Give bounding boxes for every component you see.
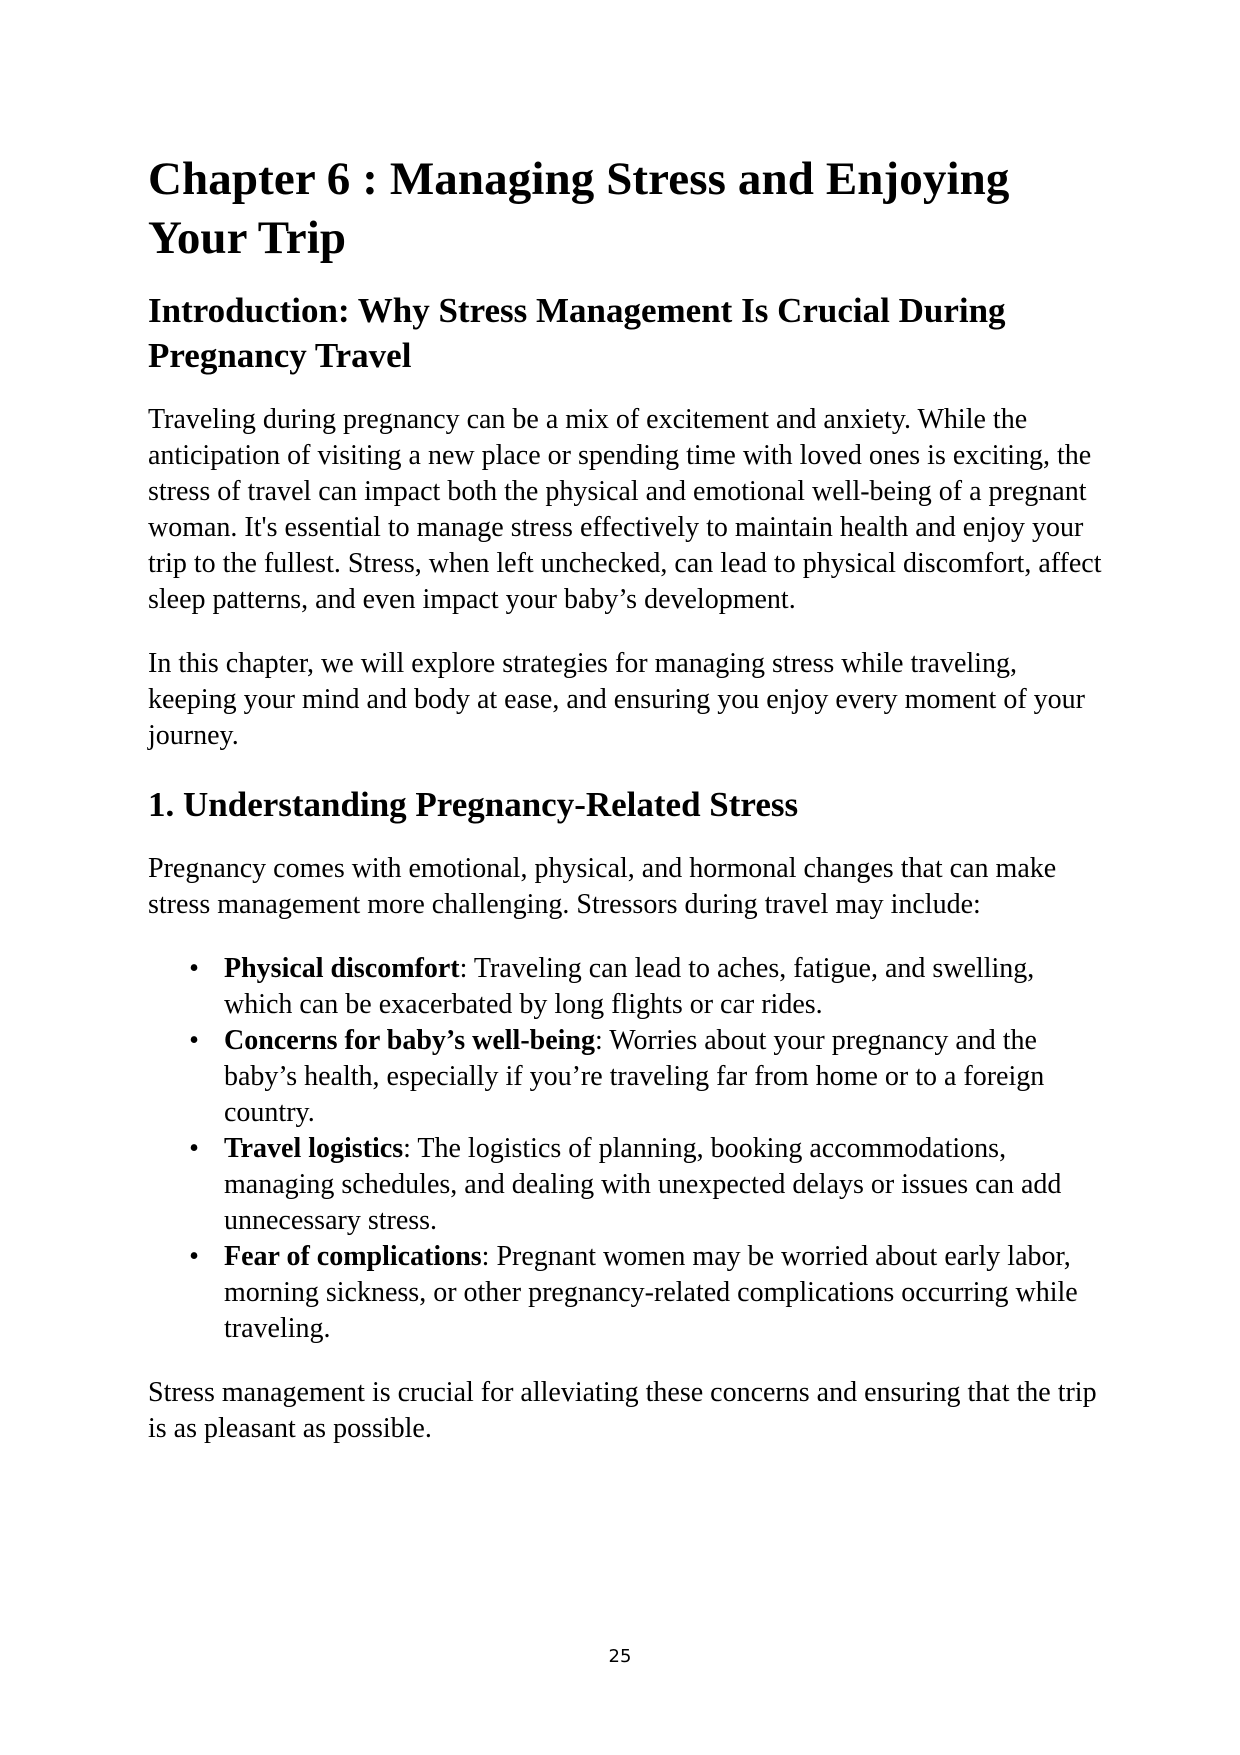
list-item	[148, 951, 1108, 1023]
bullet-icon: •	[189, 1025, 199, 1056]
bullet-icon: •	[189, 1133, 199, 1164]
list-item-text: : Pregnant women may be worried about early labor, morning sickness, or other pregnancy-related complications occurring while traveling.	[224, 1241, 1078, 1344]
list-item	[148, 1239, 1108, 1347]
page-number: 25	[608, 1646, 632, 1667]
list-item	[148, 1023, 1108, 1131]
list-item-text: : The logistics of planning, booking accommodations, managing schedules, and dealing with unexpected delays or issues can add unnecessary stress.	[224, 1133, 1062, 1236]
list-item-text: : Worries about your pregnancy and the baby’s health, especially if you’re traveling far from home or to a foreign country.	[224, 1025, 1045, 1128]
section-1-lead: Pregnancy comes with emotional, physical, and hormonal changes that can make stress management more challenging. Stressors during travel may include:	[148, 853, 1057, 920]
intro-paragraph-1: Traveling during pregnancy can be a mix of excitement and anxiety. While the anticipation of visiting a new place or spending time with loved ones is exciting, the stress of travel can impact both the physical and emotional well-being of a pregnant woman. It's essential to manage stress effectively to maintain health and enjoy your trip to the fullest. Stress, when left unchecked, can lead to physical discomfort, affect sleep patterns, and even impact your baby’s development.	[148, 404, 1102, 615]
section-1-heading: 1. Understanding Pregnancy-Related Stress	[148, 785, 799, 824]
list-item-term: Physical discomfort	[224, 953, 460, 984]
document-page	[148, 150, 1108, 1475]
list-item	[148, 1131, 1108, 1239]
bullet-icon: •	[189, 1241, 199, 1272]
list-item-term: Fear of complications	[224, 1241, 482, 1272]
list-item-term: Concerns for baby’s well-being	[224, 1025, 595, 1056]
stressor-list	[148, 951, 1108, 1347]
list-item-term: Travel logistics	[224, 1133, 404, 1164]
section-1-closing: Stress management is crucial for alleviating these concerns and ensuring that the trip is as pleasant as possible.	[148, 1377, 1097, 1444]
bullet-icon: •	[189, 953, 199, 984]
intro-heading: Introduction: Why Stress Management Is Crucial During Pregnancy Travel	[148, 291, 1006, 375]
chapter-title: Chapter 6 : Managing Stress and Enjoying Your Trip	[148, 153, 1010, 264]
list-item-text: : Traveling can lead to aches, fatigue, and swelling, which can be exacerbated by long flights or car rides.	[224, 953, 1035, 1020]
intro-paragraph-2: In this chapter, we will explore strategies for managing stress while traveling, keeping your mind and body at ease, and ensuring you enjoy every moment of your journey.	[148, 648, 1085, 751]
